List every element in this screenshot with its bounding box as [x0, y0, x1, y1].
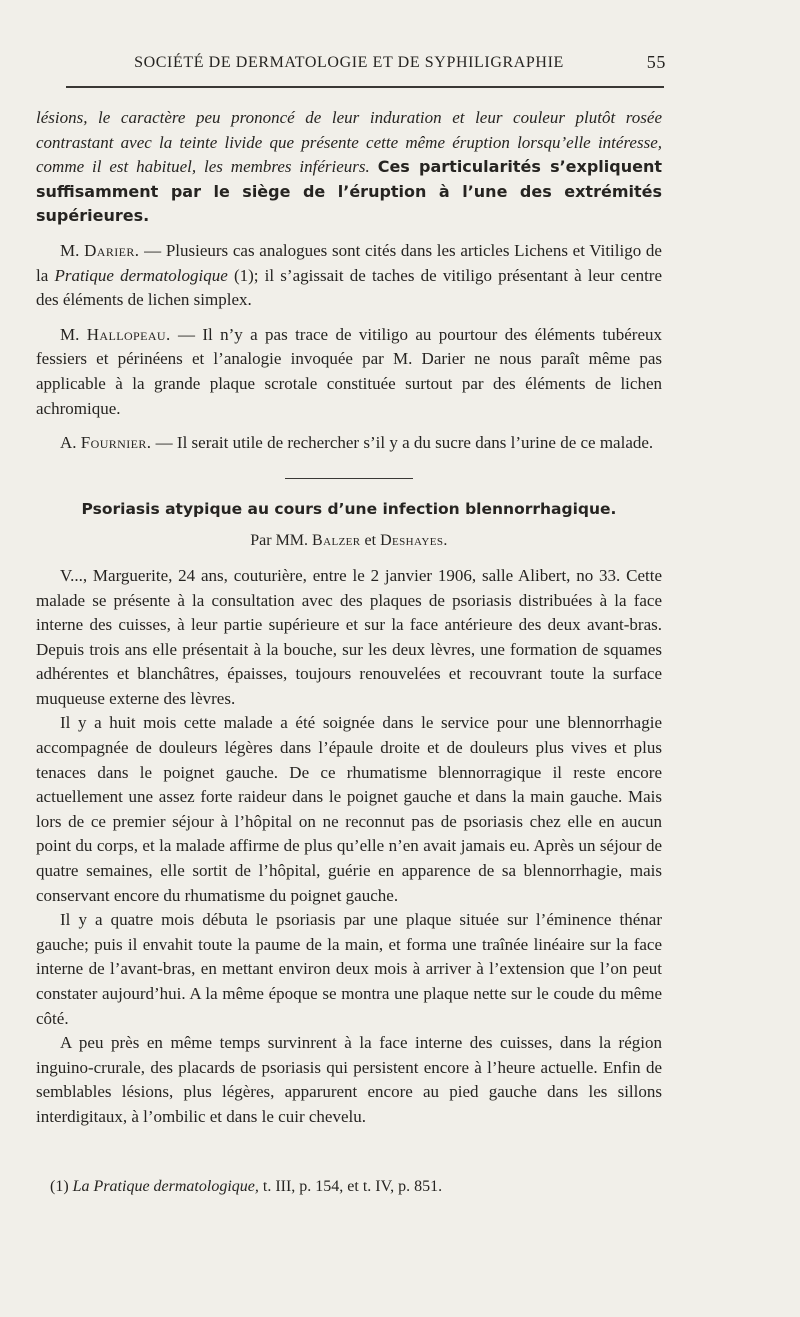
speaker-hallopeau: Hallopeau. — [86, 324, 171, 344]
footnote-marker: (1) — [50, 1178, 73, 1195]
hallopeau-remark — [36, 323, 662, 421]
page-body — [36, 106, 662, 1130]
authors-join: et — [360, 532, 381, 550]
body-paragraph: Il y a quatre mois débuta le psoriasis par une plaque située sur l’éminence thénar gauche; puis il envahit toute la paume de la main, et forma une traînée linéaire sur la face interne de l’avant-bras, en mettant environ deux mois à arriver à l’extension que l’on peut constater aujourd’hui. A la même époque se montra une plaque nette sur le coude du même côté. — [36, 910, 662, 1028]
header-rule — [66, 86, 664, 88]
hallopeau-prefix: M. — [60, 324, 87, 344]
continued-bold-text: Ces particularités s’expliquent suffisamment par le siège de l’éruption à l’une des extrémités supérieures. — [36, 157, 663, 226]
fournier-prefix: A. — [60, 433, 81, 453]
speaker-darier: Darier. — [84, 240, 140, 260]
article-authors — [36, 529, 662, 554]
page-header — [36, 46, 666, 76]
darier-text-before: — Plusieurs cas analogues sont cités dans les articles Lichens et Vitiligo de la — [36, 240, 662, 285]
body-paragraph: Il y a huit mois cette malade a été soignée dans le service pour une blennorrhagie accompagnée de douleurs légères dans l’épaule droite et de douleurs plus vives et plus tenaces dans le poignet gauche. De ce rhumatisme blennorragique il reste encore actuellement une assez forte raideur dans le poignet gauche et dans la main gauche. Mais lors de ce premier séjour à l’hôpital on ne reconnut pas de psoriasis chez elle en aucun point du corps, et la malade affirme de plus qu’elle n’en avait jamais eu. Après un séjour de quatre semaines, elle sortit de l’hôpital, guérie en apparence de sa blennorrhagie, mais conservant encore du rhumatisme du poignet gauche. — [36, 713, 662, 905]
footnote — [50, 1178, 442, 1196]
hallopeau-text: — Il n’y a pas trace de vitiligo au pourtour des éléments tubéreux fessiers et périnéens et l’analogie invoquée par M. Darier ne nous paraît même pas applicable à la grande plaque scrotale constituée surtout par des éléments de lichen achromique. — [36, 324, 662, 418]
running-title: SOCIÉTÉ DE DERMATOLOGIE ET DE SYPHILIGRAPHIE — [134, 54, 564, 71]
footnote-text: t. III, p. 154, et t. IV, p. 851. — [258, 1178, 443, 1195]
darier-remark — [36, 239, 662, 313]
continued-paragraph — [36, 106, 662, 229]
authors-prefix: Par MM. — [250, 532, 313, 550]
body-paragraph: V..., Marguerite, 24 ans, couturière, entre le 2 janvier 1906, salle Alibert, no 33. Cette malade se présente à la consultation avec des plaques de psoriasis distribuées à la face interne des cuisses, à leur partie supérieure et sur la face antérieure des deux avant-bras. Depuis trois ans elle présentait à la bouche, sur les deux lèvres, une formation de squames adhérentes et blanchâtres, épaisses, toujours renouvelées et recouvrant toute la surface muqueuse externe des lèvres. — [36, 565, 662, 708]
author-deshayes: Deshayes. — [380, 532, 448, 550]
footnote-italic: La Pratique dermatologique, — [72, 1178, 259, 1195]
darier-italic-ref: Pratique dermatologique — [54, 265, 228, 285]
fournier-remark — [36, 431, 662, 456]
body-paragraph: A peu près en même temps survinrent à la face interne des cuisses, dans la région inguino-crurale, des placards de psoriasis qui persistent encore à l’heure actuelle. Enfin de semblables lésions, plus légères, apparurent encore au pied gauche dans les sillons interdigitaux, à l’ombilic et dans le cuir chevelu. — [36, 1033, 662, 1126]
darier-text-after: (1); il s’agissait de taches de vitiligo présentant à leur centre des éléments de lichen simplex. — [36, 265, 662, 310]
article-title: Psoriasis atypique au cours d’une infection blennorrhagique. — [81, 499, 617, 518]
fournier-text: — Il serait utile de rechercher s’il y a du sucre dans l’urine de ce malade. — [151, 433, 654, 453]
speaker-fournier: Fournier. — [80, 433, 152, 453]
section-separator — [285, 478, 413, 479]
darier-prefix: M. — [60, 240, 85, 260]
continued-italic-text: lésions, le caractère peu prononcé de leur induration et leur couleur plutôt rosée contrastant avec la teinte livide que présente cette même éruption lorsqu’elle intéresse, comme il est habituel, les membres inférieurs. — [36, 108, 662, 177]
page-number: 55 — [646, 52, 666, 72]
author-balzer: Balzer — [312, 532, 361, 550]
